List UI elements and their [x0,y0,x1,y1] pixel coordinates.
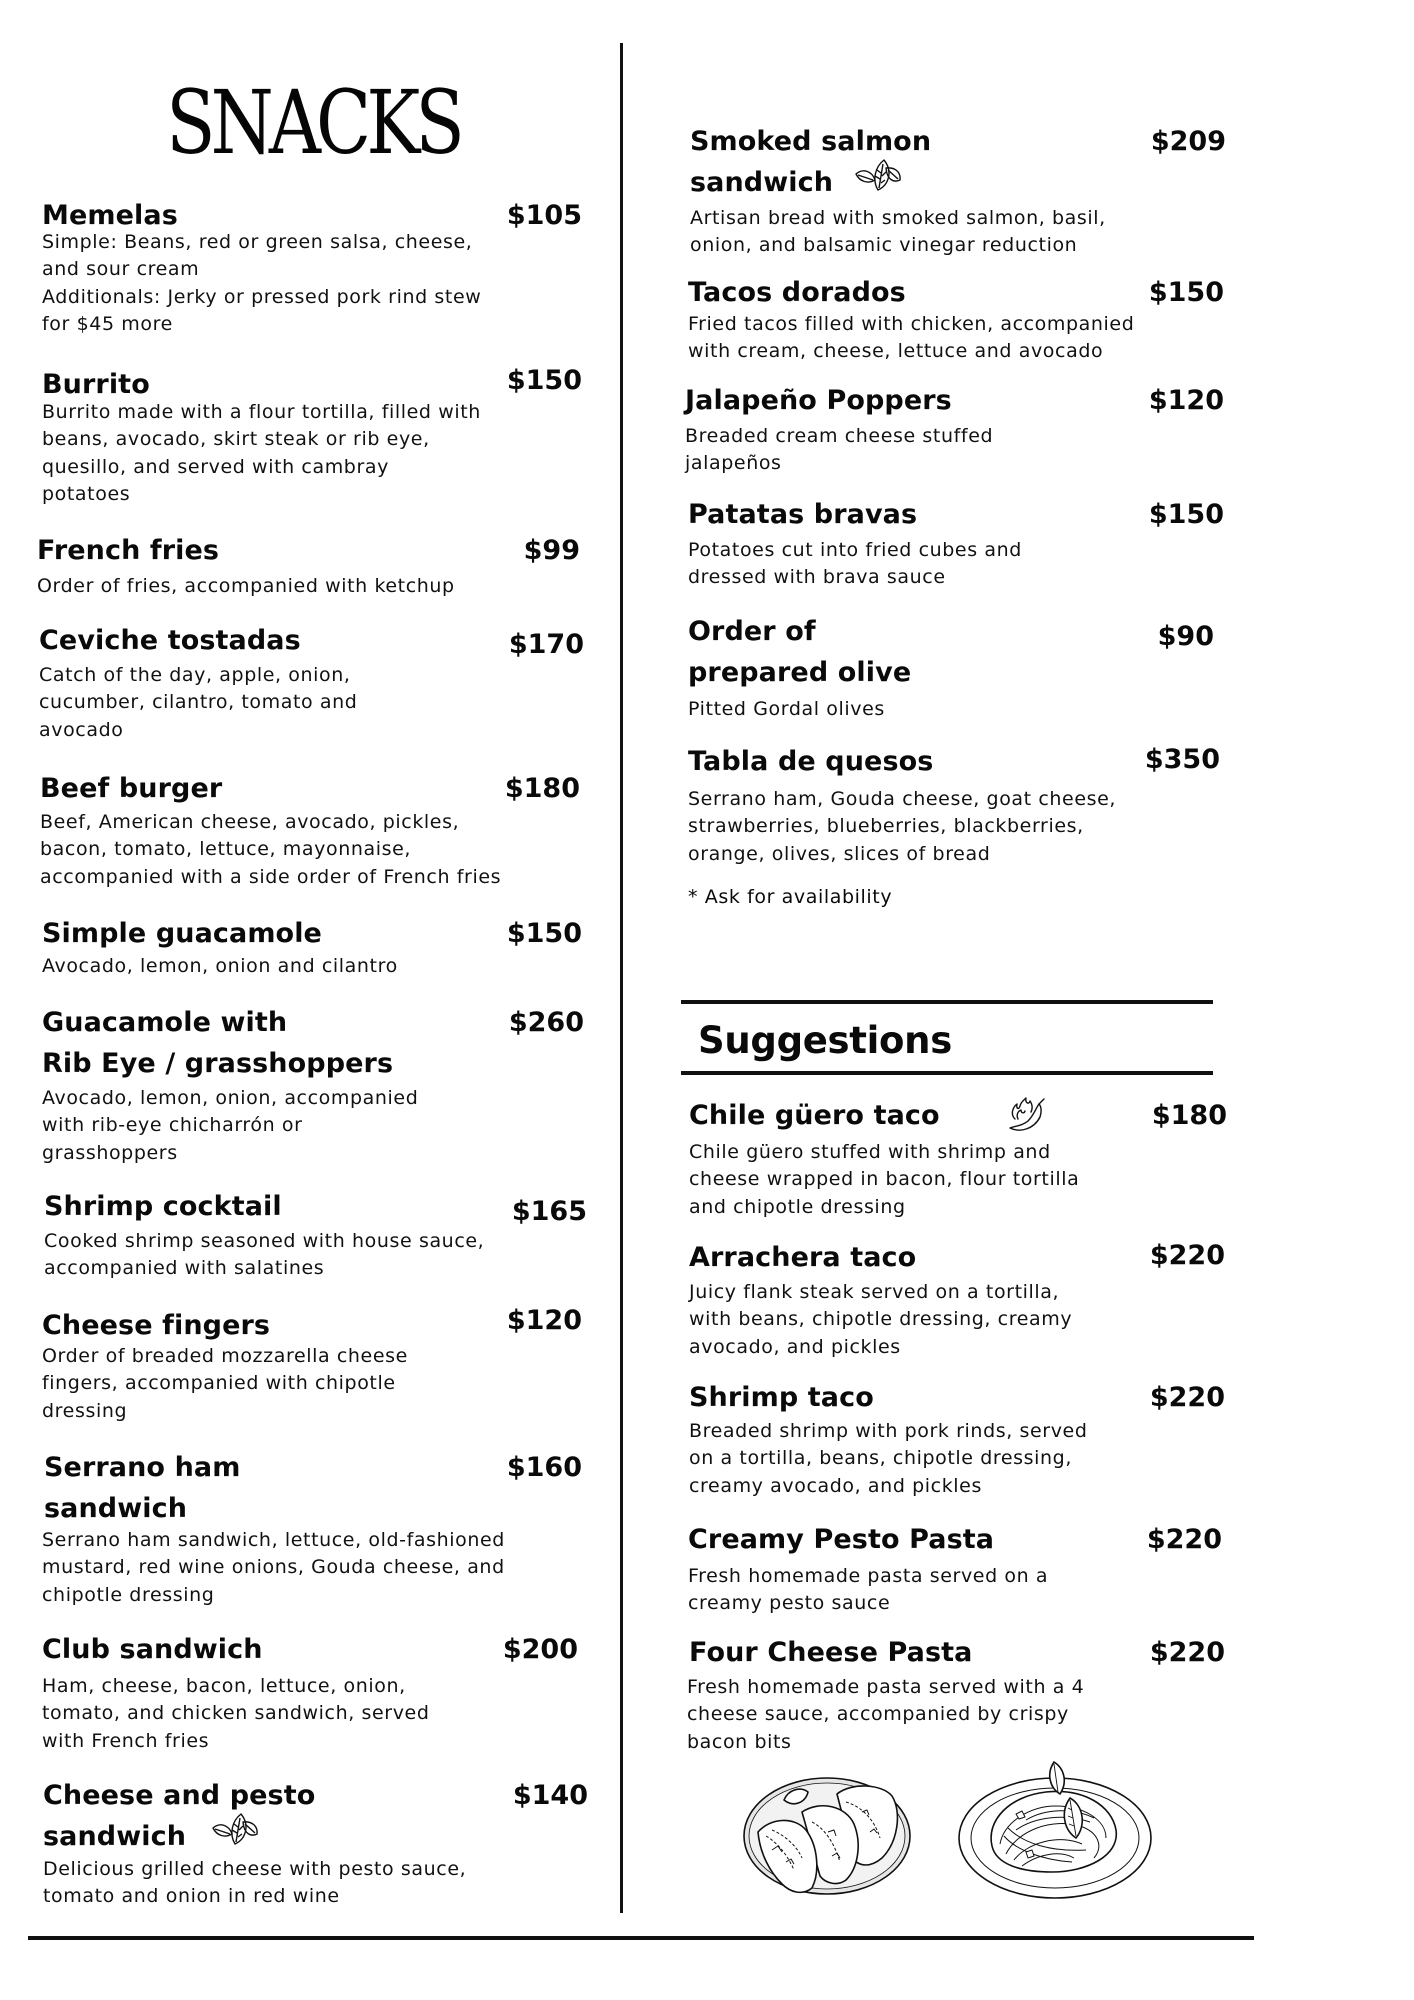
item-description: Fresh homemade pasta served on a creamy pesto sauce [688,1565,1049,1615]
item-description: Pitted Gordal olives [688,698,885,720]
item-description: Fresh homemade pasta served with a 4 cheese sauce, accompanied by crispy bacon bits [687,1676,1085,1753]
item-name: French fries [37,535,220,566]
item-description: Burrito made with a flour tortilla, filled with beans, avocado, skirt steak or rib eye, quesillo, and served with cambray potatoes [42,401,481,506]
item-price: $209 [1150,126,1226,157]
item-name: Tabla de quesos [688,746,934,777]
item-price: $150 [1148,499,1224,530]
item-price: $150 [506,365,582,396]
item-price: $260 [508,1007,584,1038]
item-name: Cheese fingers [42,1310,271,1341]
item-price: $99 [523,535,580,566]
item-name: Order of prepared olive [688,616,912,688]
suggestions-top-rule [681,1000,1213,1004]
item-price: $200 [502,1634,578,1665]
item-name: Smoked salmon sandwich [690,121,931,204]
item-name: Beef burger [40,773,223,804]
item-name: Shrimp taco [689,1382,874,1413]
item-price: $350 [1144,744,1220,775]
item-description: Fried tacos filled with chicken, accompanied with cream, cheese, lettuce and avocado [688,313,1135,363]
item-name: Burrito [42,369,150,400]
item-name: Simple guacamole [42,918,322,949]
item-name: Arrachera taco [689,1242,917,1273]
suggestions-heading: Suggestions [698,1019,952,1062]
item-price: $220 [1149,1637,1225,1668]
snacks-heading: SNACKS [166,71,460,174]
tacos-plate-illustration [742,1772,912,1904]
item-price: $220 [1149,1382,1225,1413]
item-description: Juicy flank steak served on a tortilla, with beans, chipotle dressing, creamy avocado, and pickles [689,1281,1073,1358]
item-description: Cooked shrimp seasoned with house sauce, accompanied with salatines [44,1230,485,1280]
item-price: $220 [1149,1240,1225,1271]
item-price: $105 [506,200,582,231]
item-description: Catch of the day, apple, onion, cucumber, cilantro, tomato and avocado [39,664,358,741]
basil-leaf-icon [853,158,905,204]
item-description: Avocado, lemon, onion and cilantro [42,955,398,977]
item-description: Order of breaded mozzarella cheese fingers, accompanied with chipotle dressing [42,1345,408,1422]
item-name: Club sandwich [42,1634,263,1665]
item-price: $180 [504,773,580,804]
item-price: $150 [506,918,582,949]
item-description: Avocado, lemon, onion, accompanied with rib-eye chicharrón or grasshoppers [42,1087,419,1164]
item-name: Jalapeño Poppers [685,385,952,416]
item-description: Breaded cream cheese stuffed jalapeños [685,425,994,475]
availability-note: * Ask for availability [688,886,893,908]
item-price: $220 [1146,1524,1222,1555]
item-price: $160 [506,1452,582,1483]
item-description: Serrano ham sandwich, lettuce, old-fashioned mustard, red wine onions, Gouda cheese, and chipotle dressing [42,1529,505,1606]
bottom-rule [28,1936,1254,1940]
item-price: $170 [508,629,584,660]
item-name: Ceviche tostadas [39,625,301,656]
item-description: Simple: Beans, red or green salsa, cheese, and sour cream Additionals: Jerky or pressed pork rind stew for $45 more [42,231,482,336]
item-description: Serrano ham, Gouda cheese, goat cheese, strawberries, blueberries, blackberries, orange, olives, slices of bread [688,788,1117,865]
item-price: $140 [512,1780,588,1811]
item-name: Creamy Pesto Pasta [688,1524,995,1555]
column-divider [620,43,623,1913]
item-price: $180 [1151,1100,1227,1131]
item-price: $90 [1157,621,1214,652]
basil-leaf-icon [210,1812,262,1858]
item-name: Chile güero taco [689,1100,940,1131]
item-name: Serrano ham sandwich [44,1452,241,1524]
item-description: Chile güero stuffed with shrimp and cheese wrapped in bacon, flour tortilla and chipotle dressing [689,1141,1080,1218]
item-name: Shrimp cocktail [44,1191,282,1222]
item-name: Tacos dorados [688,277,906,308]
item-price: $165 [511,1196,587,1227]
item-name: Patatas bravas [688,499,918,530]
suggestions-bottom-rule [681,1071,1213,1075]
item-description: Breaded shrimp with pork rinds, served on a tortilla, beans, chipotle dressing, creamy avocado, and pickles [689,1420,1088,1497]
item-price: $150 [1148,277,1224,308]
item-name: Cheese and pesto sandwich [43,1775,315,1858]
item-name: Memelas [42,200,178,231]
item-name: Four Cheese Pasta [689,1637,973,1668]
pasta-plate-illustration [956,1760,1154,1904]
item-name: Guacamole with Rib Eye / grasshoppers [42,1007,394,1079]
spicy-chili-icon [1006,1097,1048,1141]
item-description: Artisan bread with smoked salmon, basil, onion, and balsamic vinegar reduction [690,207,1106,257]
item-price: $120 [506,1305,582,1336]
item-description: Ham, cheese, bacon, lettuce, onion, tomato, and chicken sandwich, served with French fries [42,1675,430,1752]
item-description: Order of fries, accompanied with ketchup [37,575,455,597]
item-description: Potatoes cut into fried cubes and dressed with brava sauce [688,539,1022,589]
item-description: Delicious grilled cheese with pesto sauce, tomato and onion in red wine [43,1858,467,1908]
item-description: Beef, American cheese, avocado, pickles, bacon, tomato, lettuce, mayonnaise, accompanied with a side order of French fries [40,811,502,888]
item-price: $120 [1148,385,1224,416]
